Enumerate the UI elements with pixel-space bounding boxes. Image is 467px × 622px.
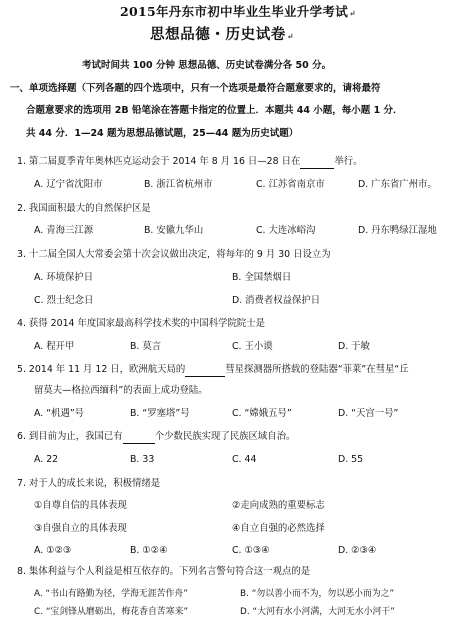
- q6-option-c: C. 44: [232, 454, 257, 465]
- answer-blank: [185, 364, 225, 377]
- q8-option-b: B. “勿以善小而不为，勿以恶小而为之”: [240, 589, 395, 599]
- q7-item-4: ④自立自强的必然选择: [232, 523, 325, 534]
- q7-item-2: ②走向成熟的重要标志: [232, 500, 325, 511]
- question-8-stem: 8. 集体利益与个人利益是相互依存的。下列名言警句符合这一观点的是: [17, 566, 311, 577]
- q8-option-a: A. “书山有路勤为径，学海无涯苦作舟”: [34, 589, 188, 599]
- section1-line1: 一、单项选择题（下列各题的四个选项中，只有一个选项是最符合题意要求的，请将最符: [10, 83, 381, 94]
- question-2-stem: 2. 我国面积最大的自然保护区是: [17, 203, 151, 214]
- q1-option-c: C. 江苏省南京市: [256, 179, 325, 190]
- answer-blank: [123, 431, 155, 444]
- q6-option-b: B. 33: [130, 454, 155, 465]
- q4-option-a: A. 程开甲: [34, 341, 75, 352]
- question-5-stem-cont: 留莫夫—格拉西缅科”的表面上成功登陆。: [34, 385, 208, 396]
- question-3-stem: 3. 十二届全国人大常委会第十次会议做出决定，将每年的 9 月 30 日设立为: [17, 249, 331, 260]
- q3-option-d: D. 消费者权益保护日: [232, 295, 321, 306]
- q3-option-a: A. 环境保护日: [34, 272, 94, 283]
- q6-option-d: D. 55: [338, 454, 364, 465]
- q5-option-c: C. “嫦娥五号”: [232, 408, 292, 419]
- question-5-stem: 5. 2014 年 11 月 12 日，欧洲航天局的 彗星探测器所搭载的登陆器“菲莱”在彗星“丘: [17, 364, 409, 375]
- q8-option-d: D. “大河有水小河满，大河无水小河干”: [240, 607, 395, 617]
- paper-subtitle: 思想品德・历史试卷↵: [150, 26, 295, 43]
- q2-option-a: A. 青海三江源: [34, 225, 94, 236]
- q1-option-b: B. 浙江省杭州市: [144, 179, 213, 190]
- q7-option-d: D. ②③④: [338, 545, 377, 556]
- q2-option-c: C. 大连冰峪沟: [256, 225, 316, 236]
- question-7-stem: 7. 对于人的成长来说，积极情绪是: [17, 478, 161, 489]
- question-4-stem: 4. 获得 2014 年度国家最高科学技术奖的中国科学院院士是: [17, 318, 265, 329]
- q7-option-b: B. ①②④: [130, 545, 168, 556]
- q1-option-a: A. 辽宁省沈阳市: [34, 179, 103, 190]
- q3-option-b: B. 全国禁烟日: [232, 272, 292, 283]
- q4-option-b: B. 莫言: [130, 341, 162, 352]
- question-1-stem: 1. 第二届夏季青年奥林匹克运动会于 2014 年 8 月 16 日—28 日在 举行。: [17, 156, 363, 167]
- section1-line2: 合题意要求的选项用 2B 铅笔涂在答题卡指定的位置上．本题共 44 小题，每小题 1 分．: [26, 105, 403, 116]
- q5-option-b: B. “罗塞塔”号: [130, 408, 190, 419]
- q4-option-c: C. 王小谟: [232, 341, 273, 352]
- q2-option-b: B. 安徽九华山: [144, 225, 204, 236]
- q4-option-d: D. 于敏: [338, 341, 370, 352]
- q8-option-c: C. “宝剑锋从磨砺出，梅花香自苦寒来”: [34, 607, 189, 617]
- q7-option-a: A. ①②③: [34, 545, 72, 556]
- exam-meta: 考试时间共 100 分钟 思想品德、历史试卷满分各 50 分。: [82, 60, 332, 71]
- question-6-stem: 6. 到目前为止，我国已有 个少数民族实现了民族区域自治。: [17, 431, 296, 442]
- section1-line3: 共 44 分．1—24 题为思想品德试题，25—44 题为历史试题）: [26, 128, 299, 139]
- q7-item-3: ③自强自立的具体表现: [34, 523, 127, 534]
- q7-option-c: C. ①③④: [232, 545, 270, 556]
- q1-option-d: D. 广东省广州市。: [358, 179, 437, 190]
- q5-option-d: D. “天宫一号”: [338, 408, 399, 419]
- exam-title: 2015年丹东市初中毕业生毕业升学考试↵: [120, 4, 357, 19]
- q6-option-a: A. 22: [34, 454, 59, 465]
- q2-option-d: D. 丹东鸭绿江湿地: [358, 225, 437, 236]
- q7-item-1: ①自尊自信的具体表现: [34, 500, 127, 511]
- q5-option-a: A. “机遇”号: [34, 408, 85, 419]
- q3-option-c: C. 烈士纪念日: [34, 295, 94, 306]
- answer-blank: [300, 156, 334, 169]
